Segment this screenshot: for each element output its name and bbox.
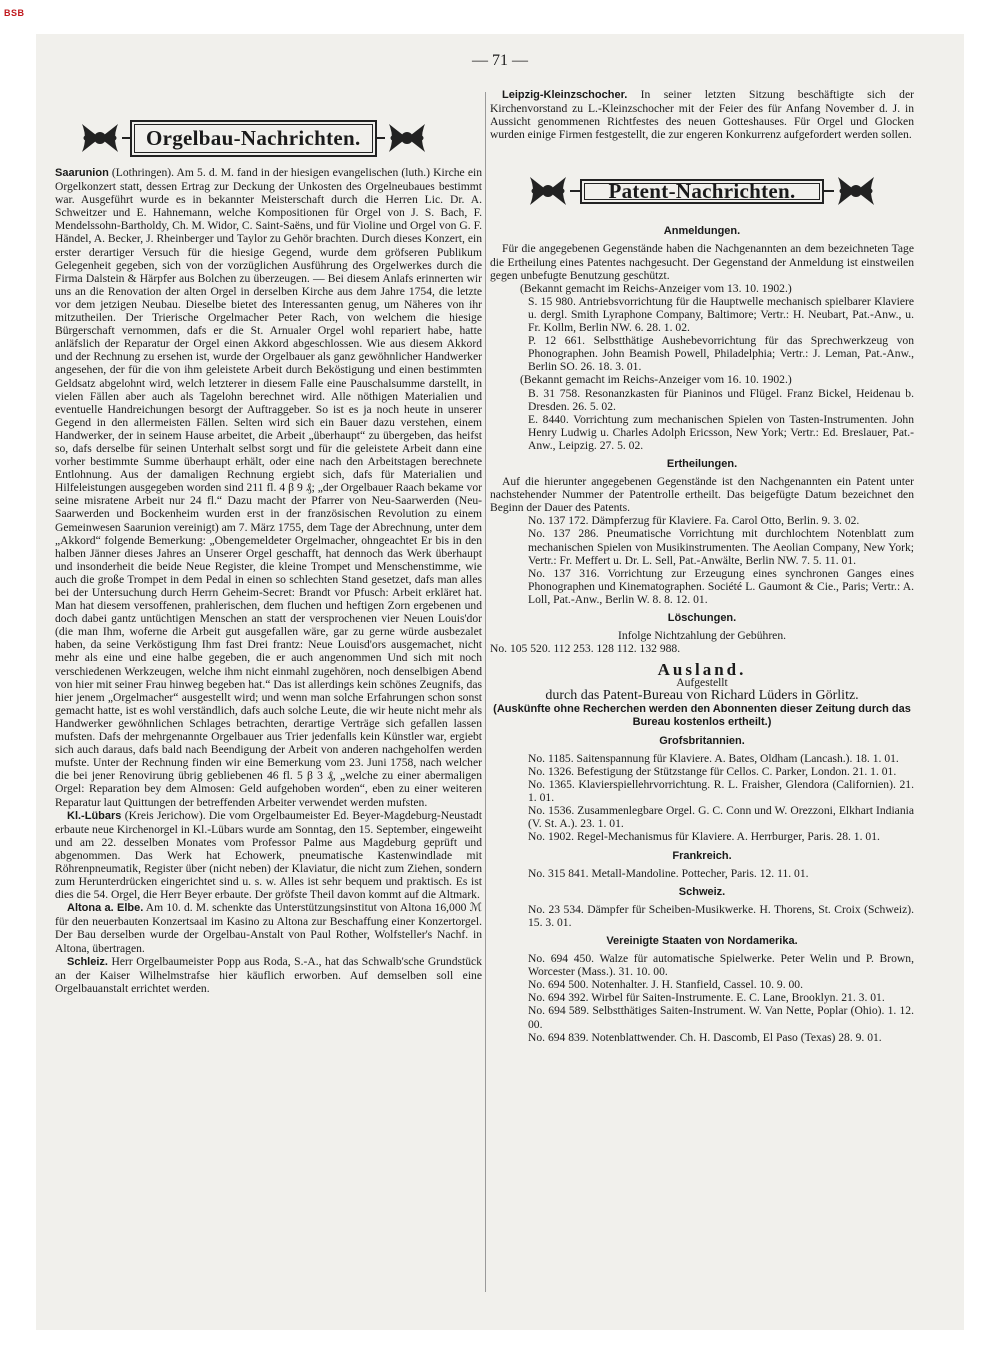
list-item: E. 8440. Vorrichtung zum mechanischen Spielen von Tasten-Instrumenten. John Henry Ludwig u. Charles Adolph Ericsson, New York; Vertr.: Ed. Breslauer, Pat.-Anw., Leipzig. 27. 5. 02. bbox=[528, 412, 914, 452]
subhead-anmeldungen: Anmeldungen. bbox=[663, 225, 741, 238]
list-item: B. 31 758. Resonanzkasten für Pianinos und Flügel. Franz Bickel, Heidenau b. Dresden. 26. 5. 02. bbox=[528, 386, 914, 413]
article-leipzig: Leipzig-Kleinzschocher. In seiner letzten Sitzung beschäftigte sich der Kirchenvorstand zu L.-Kleinzschocher mit der Feier des für Anfang November d. J. in Aussicht genommenen Richtfestes des neuen Gotteshauses. Für Orgel und Glocken wurden einige Firmen festgestellt, die zur engeren Konkurrenz aufgefordert werden sollen. bbox=[490, 88, 914, 142]
list-item: No. 1185. Saitenspannung für Klaviere. A. Bates, Oldham (Lancash.). 18. 1. 01. bbox=[528, 751, 899, 765]
left-column bbox=[55, 166, 482, 1296]
section-title-patent: Patent-Nachrichten. bbox=[580, 179, 823, 204]
section-title-orgelbau: Orgelbau-Nachrichten. bbox=[130, 120, 377, 157]
patent-header bbox=[490, 171, 914, 211]
list-item: No. 1536. Zusammenlegbare Orgel. G. C. Conn und W. Orezzoni, Elkhart Indiania (V. St. A.). 23. 1. 01. bbox=[528, 804, 914, 831]
orgelbau-header bbox=[78, 118, 458, 158]
article-schleiz: Schleiz. Herr Orgelbaumeister Popp aus Roda, S.-A., hat das Schwalb'sche Grundstück an der Kaiser Wilhelmstrafse hier käuflich erworben. Auf demselben soll eine Orgelbauanstalt errichtet werden. bbox=[55, 954, 482, 995]
page-number: — 71 — bbox=[472, 52, 528, 69]
country-heading: Frankreich. bbox=[672, 849, 732, 862]
list-item: No. 23 534. Dämpfer für Scheiben-Musikwerke. H. Thorens, St. Croix (Schweiz). 15. 3. 01. bbox=[528, 902, 914, 929]
list-item: No. 137 286. Pneumatische Vorrichtung mit durchlochtem Notenblatt zum mechanischen Spielen von Musikinstrumenten. The Aeolian Company, New York; Vertr.: Fr. Meffert u. Dr. L. Sell, Pat.-Anwälte, Berlin NW. 7. 5. 11. 01. bbox=[528, 527, 914, 567]
subhead-ertheilungen: Ertheilungen. bbox=[666, 457, 738, 470]
list-item: No. 694 500. Notenhalter. J. H. Stanfield, Cassel. 10. 9. 00. bbox=[528, 978, 804, 992]
list-item: No. 315 841. Metall-Mandoline. Pottecher, Paris. 12. 11. 01. bbox=[528, 866, 809, 880]
article-kl-luebars: Kl.-Lübars (Kreis Jerichow). Die vom Orgelbaumeister Ed. Beyer-Magdeburg-Neustadt erbaute neue Kirchenorgel in Kl.-Lübars wurde am Sonntag, den 15. September, eingeweiht und am 22. desselben Monates vom Professor Palme aus Magdeburg geprüft und abgenommen. Das Werk hat Echowerk, pneumatische Kastenwindlade mit Röhrenpneumatik, Register über (nicht neben) der Klaviatur, die nicht zum Ziehen, sondern zum Herunterdrücken eingerichtet sind u. s. w. Alles ist sehr bequem und praktisch. Es ist dies die 54. Orgel, die Herr Beyer erbaute. Der gröfste Theil davon kommt auf die Altmark. bbox=[55, 808, 482, 902]
ausland-bureau: durch das Patent-Bureau von Richard Lüders in Görlitz. bbox=[545, 688, 859, 704]
list-item: No. 1326. Befestigung der Stützstange für Cellos. C. Parker, London. 21. 1. 01. bbox=[528, 764, 897, 778]
list-item: No. 137 316. Vorrichtung zur Erzeugung eines synchronen Ganges eines Phonographen und Kinematographen. Société L. Gaumont & Cie., Paris; Vertr.: A. Loll, Pat.-Anw., Berlin W. 8. 8. 12. 01. bbox=[528, 566, 914, 606]
article-altona: Altona a. Elbe. Am 10. d. M. schenkte das Unterstützungsinstitut von Altona 16,000 ℳ für den neuerbauten Konzertsaal im Kasino zu Altona zur Beschaffung einer Konzertorgel. Der Bau derselben wurde der Orgelbau-Anstalt von Paul Rother, Wolfsteller's Nachf. in Altona, übertragen. bbox=[55, 901, 482, 955]
ausland-note: (Auskünfte ohne Recherchen werden den Abonnenten dieser Zeitung durch das Bureau kostenlos ertheilt.) bbox=[493, 702, 911, 728]
list-item: No. 694 450. Walze für automatische Spielwerke. Peter Welin und P. Brown, Worcester (Mass.). 31. 10. 00. bbox=[528, 952, 914, 979]
list-item: No. 1365. Klavierspiellehrvorrichtung. R. L. Fraisher, Glendora (Californien). 21. 1. 01. bbox=[528, 778, 914, 805]
anmeldungen-intro: Für die angegebenen Gegenstände haben die Nachgenannten an dem bezeichneten Tage die Ertheilung eines Patentes nachgesucht. Der Gegenstand der Anmeldung ist einstweilen gegen unbefugte Benutzung geschützt. bbox=[490, 242, 914, 282]
list-item: S. 15 980. Antriebsvorrichtung für die Hauptwelle mechanisch spielbarer Klaviere u. dergl. Smith Lyraphone Company, Baltimore; Vertr.: H. Neubart, Pat.-Anw., u. Fr. Kollm, Berlin NW. 6. 28. 1. 02. bbox=[528, 294, 914, 335]
country-heading: Schweiz. bbox=[678, 885, 726, 898]
right-column bbox=[490, 88, 914, 1313]
ertheilungen-intro: Auf die hierunter angegebenen Gegenstände ist den Nachgenannten ein Patent unter nachstehender Nummer der Patentrolle ertheilt. Das beigefügte Datum bezeichnet den Beginn der Dauer des Patents. bbox=[490, 475, 914, 515]
country-heading: Grofsbritannien. bbox=[659, 734, 745, 747]
anmeldungen-notice-2: (Bekannt gemacht im Reichs-Anzeiger vom 16. 10. 1902.) bbox=[520, 373, 792, 387]
ornament-left-icon bbox=[78, 118, 122, 158]
list-item: No. 694 392. Wirbel für Saiten-Instrumente. E. C. Lane, Brooklyn. 21. 3. 01. bbox=[528, 991, 885, 1005]
ornament-left-icon bbox=[526, 171, 570, 211]
subhead-loeschungen: Löschungen. bbox=[667, 612, 737, 624]
loeschungen-reason: Infolge Nichtzahlung der Gebühren. bbox=[617, 629, 787, 643]
list-item: No. 694 589. Selbstthätiges Saiten-Instrument. W. Van Nette, Poplar (Ohio). 1. 12. 00. bbox=[528, 1004, 914, 1031]
article-saarunion: Saarunion (Lothringen). Am 5. d. M. fand in der hiesigen evangelischen (luth.) Kirche ein Orgelkonzert statt, dessen Ertrag zur Deckung der Unkosten des Orgelneubaues bestimmt war. Ausgeführt wurde es in bekannter Meisterschaft durch die Herren Lic. Dr. A. Schweitzer und E. Hahnemann, welche Kompositionen für Orgel von J. S. Bach, F. Mendelssohn-Bartholdy, Ch. M. Widor, C. Saint-Saëns, und für Violine und Orgel von G. F. Händel, A. Becker, J. Rheinberger und Taylor zu Gehör brachten. Durch dieses Konzert, ein erster derartiger Versuch für die hiesige Gegend, wurde dem gröfseren Publikum Gelegenheit gegeben, sich von der vorzüglichen Ausführung des Orgelwerkes durch die Firma Dalstein & Härpfer aus Bolchen zu überzeugen. — Bei diesem Anlafs erinnerten wir uns an die Renovation der alten Orgel in derselben Kirche aus dem Jahre 1754, die letzte vor dem jetzigen Neubau. Dieselbe bietet des Interessanten genug, um Näheres von ihr mitzutheilen. Der Trierische Orgelmacher Peter Rach, von welchem die hiesige Bürgerschaft vernommen, dafs er die St. Arnualer Orgel wohl repariert habe, hatte anläfslich der Reparatur der Orgel einen Akkord abgeschlossen. Wie aus diesem Akkord und der Rechnung zu ersehen ist, wurde der Orgelbauer als ganz gewöhnlicher Handwerker angesehen, der für die von ihm geleistete Arbeit durch Beköstigung und einen bestimmten Geldsatz abgelohnt wird, welch letzterer in diesem Falle eine Pauschalsumme darstellt, in vielen Fällen aber auch als Tagelohn berechnet wird. Alle nöthigen Materialien und eventuelle Handreichungen besorgt der Auftraggeber. So ist es ja noch heute in unserer Gegend in den allermeisten Fällen. Selten wird sich ein Bauer dazu verstehen, einem Handwerker, der in seinem Hause arbeitet, die Arbeit „überhaupt“ zu übergeben, das heifst so, dafs derselbe für seinen Unterhalt selbst sorgt und für die geleistete Arbeit dann eine vorher bestimmte Summe überhaupt erhält, oder eine nach den Arbeitstagen berechnete Entlohnung. Aus der damaligen Rechnung ergiebt sich, dafs für Materialien und Hilfeleistungen ausgegeben worden sind 211 fl. 4 β 9 ₰; „der Orgelbauer Raach bekame vor seine misratene Arbeit nur 24 fl.“ Dazu macht der Pfarrer von Neu-Saarwerden (Neu-Saarwerden und Bockenheim wurden erst in der französischen Revolution zu einem Gemeinwesen Saarunion vereinigt) am 7. März 1755, dem Tage der Abrechnung, unter dem „Akkord“ folgende Bemerkung: „Obengemeldeter Orgelmacher, ohngeachtet Er bis in den halben Jänner dieses Jahres an Unserer Orgel geschafft, hat dennoch das Werk überhaupt und insonderheit die beide Neue Register, die kleine Trompet und Menschenstimme, wie auch die große Trompet in dem Pedal in einen so schlechten Stand gesetzet, dafs man alles bei der Untersuchung durch Herrn Geheim-Secret: Brandt vor Pfusch: Arbeit erkläret hat. Man hat diesem versoffenen, prahlerischen, dem fluchen und heftigen Zorn ergebenen und doch dabei gantz untüchtigen Menschen an statt der versprochenen vier Neuen Louis'dor (die man Ihm, woferne die Arbeit gut ausgefallen wäre, gar zu gerne würde ausbezalet haben, da seine Verköstigung Ihm fast Drei frantz: Neue Louisd'ors ausgemachet, nicht mehr als eine und eine halbe gegeben, die er auch angenommen Und sich mit noch verschiedenen Werkzeugen, welche ihm nicht einmahl zugehören, noch denselbigen Abend von hier mit seiner Frau hinweg begeben hat.“ Das ist allerdings kein schönes Zeugnifs, das hier jenem „Orgelmacher“ ausgestellt wird; und wenn man solche Erfahrungen schon sonst gemacht hatte, ist es wohl verständlich, dafs auch solche Leute, die wir heute nicht mehr als Handwerker gewöhnlichen Schlages betrachten, derartige Verträge sich gefallen lassen mufsten. Dafs der mehrgenannte Orgelbauer aus Trier jedenfalls kein Künstler war, ergiebt sich auch daraus, dafs bald nach Beendigung der Arbeit von anderen nachgeholfen werden mufste. Unter der Rechnung finden wir eine Bemerkung vom 23. Juni 1758, nach welcher die bei jener Renovirung übrig gebliebenen 46 fl. 5 β 3 ₰, „welche zu einer abermaligen Orgel: Reparation bey dem Almosen: Geld aufgehoben worden“, eben zu einer weiteren Reparatur laut Quittungen der betreffenden Arbeiter verwendet werden mufsten. bbox=[55, 166, 482, 809]
ausland-aufgestellt: Aufgestellt bbox=[676, 676, 728, 690]
ausland-title: Ausland. bbox=[657, 660, 747, 680]
list-item: No. 694 839. Notenblattwender. Ch. H. Dascomb, El Paso (Texas) 28. 9. 01. bbox=[528, 1030, 882, 1044]
country-heading: Vereinigte Staaten von Nordamerika. bbox=[606, 934, 798, 947]
column-rule bbox=[485, 92, 486, 1292]
list-item: P. 12 661. Selbstthätige Aushebevorrichtung für das Sprechwerkzeug von Phonographen. John Beamish Powell, Philadelphia; Vertr.: J. Leman, Pat.-Anw., Berlin SO. 26. 18. 3. 01. bbox=[528, 334, 914, 374]
ornament-right-icon bbox=[834, 171, 878, 211]
list-item: No. 137 172. Dämpferzug für Klaviere. Fa. Carol Otto, Berlin. 9. 3. 02. bbox=[528, 514, 860, 528]
list-item: No. 1902. Regel-Mechanismus für Klaviere. A. Herrburger, Paris. 28. 1. 01. bbox=[528, 830, 880, 844]
anmeldungen-notice-1: (Bekannt gemacht im Reichs-Anzeiger vom 13. 10. 1902.) bbox=[520, 281, 792, 295]
ornament-right-icon bbox=[385, 118, 429, 158]
corner-mark: BSB bbox=[4, 8, 25, 18]
loeschungen-numbers: No. 105 520. 112 253. 128 112. 132 988. bbox=[490, 642, 681, 656]
